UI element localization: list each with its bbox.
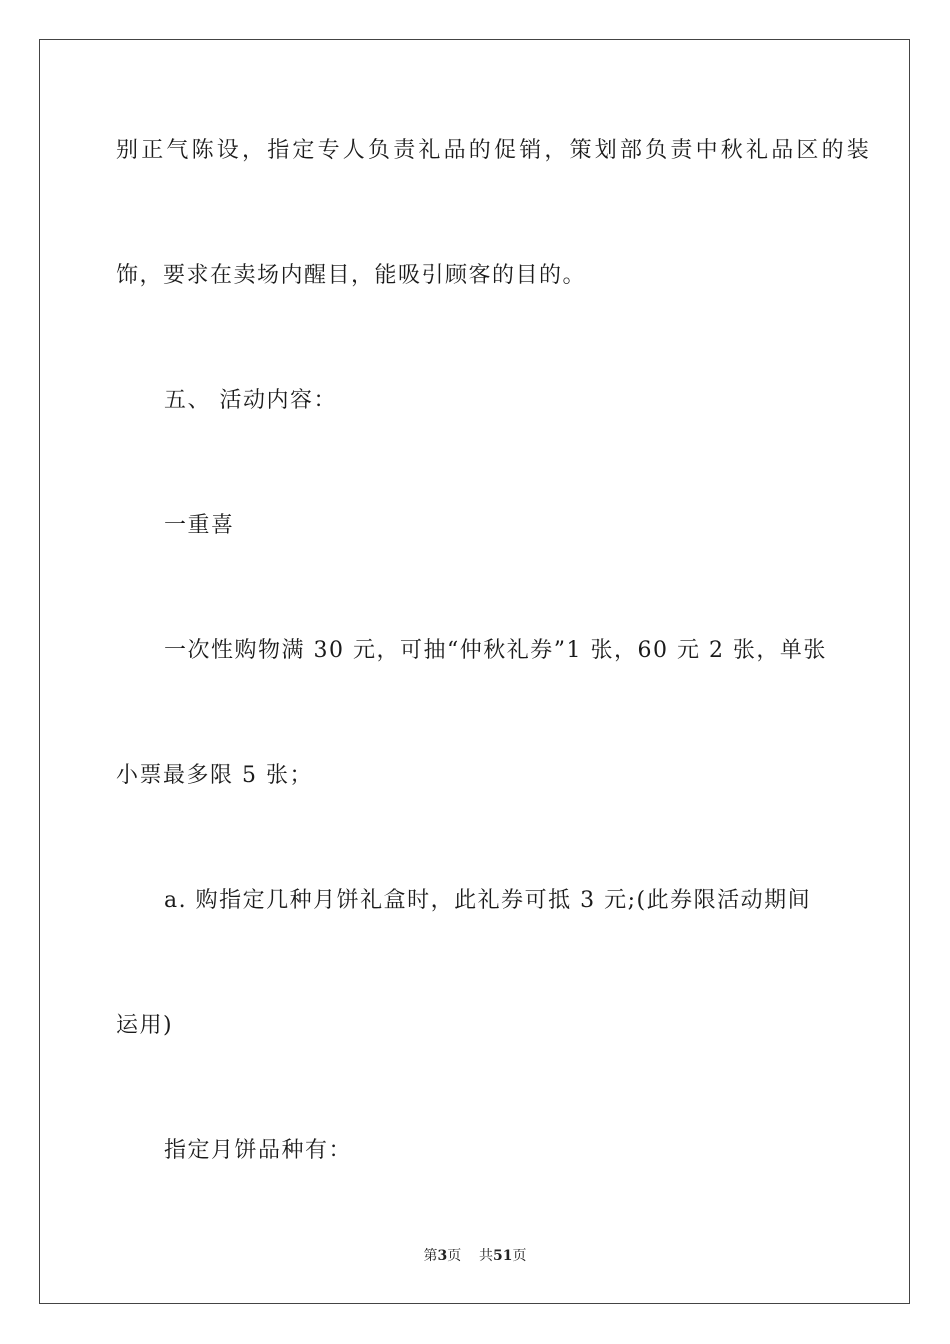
paragraph-line-6: 小票最多限 5 张； (116, 763, 313, 788)
page-footer (0, 1246, 950, 1266)
paragraph-line-7: a. 购指定几种月饼礼盒时，此礼券可抵 3 元;(此券限活动期间 (164, 888, 812, 913)
subheading-first-joy: 一重喜 (164, 513, 235, 538)
paragraph-line-2: 饰，要求在卖场内醒目，能吸引顾客的目的。 (116, 263, 587, 288)
paragraph-line-9: 指定月饼品种有： (164, 1138, 353, 1163)
paragraph-line-1: 别正气陈设，指定专人负责礼品的促销，策划部负责中秋礼品区的装 (116, 138, 873, 163)
footer-total-prefix: 共 (479, 1248, 494, 1264)
footer-page-number: 3 (437, 1248, 448, 1264)
paragraph-line-8: 运用) (116, 1013, 174, 1038)
footer-total-pages: 51 (493, 1248, 513, 1264)
footer-page-prefix: 第 (423, 1248, 438, 1264)
footer-page-suffix: 页 (447, 1248, 462, 1264)
paragraph-line-5: 一次性购物满 30 元，可抽“仲秋礼券”1 张，60 元 2 张，单张 (164, 638, 827, 663)
footer-total-suffix: 页 (512, 1248, 527, 1264)
page-frame (39, 39, 910, 1304)
section-heading: 五、 活动内容： (164, 388, 337, 413)
